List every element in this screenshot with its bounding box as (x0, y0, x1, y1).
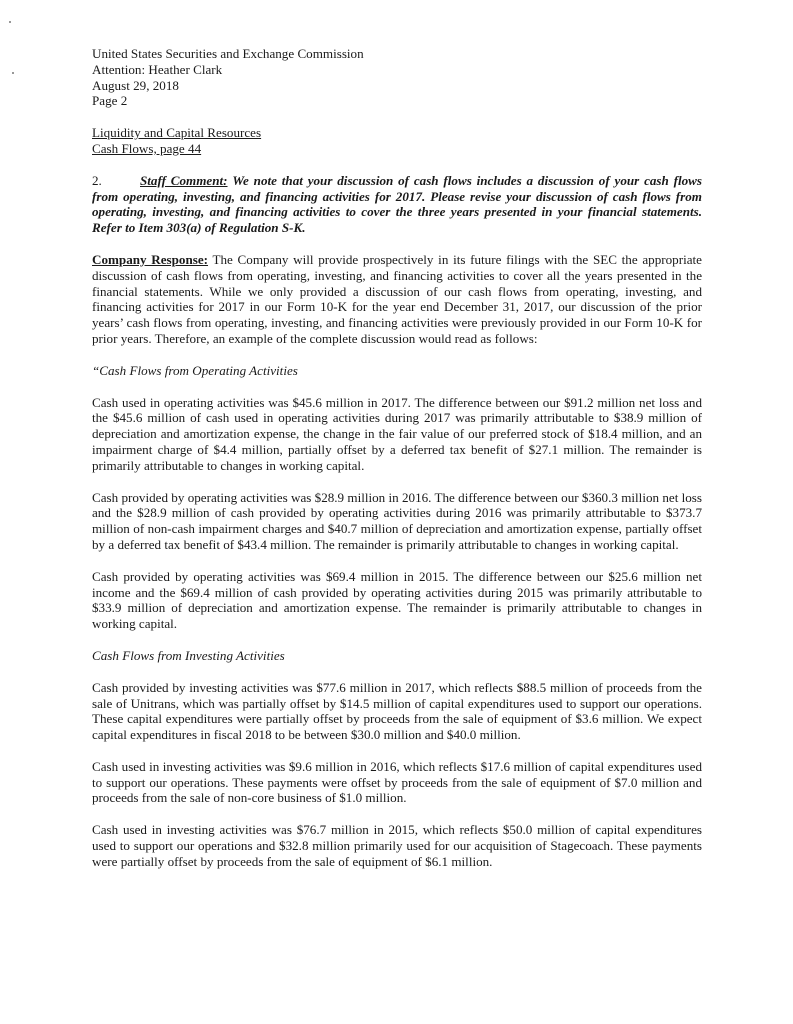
section-title: Liquidity and Capital Resources (92, 125, 262, 141)
company-response-label: Company Response: (92, 251, 209, 267)
investing-2017-paragraph: Cash provided by investing activities was $77.6 million in 2017, which reflects $88.5 million of proceeds from the sale of Unitrans, which was partially offset by $14.5 million of capital expenditures used to support our operations. These capital expenditures were partially offset by proceeds from the sale of equipment of $3.6 million. We expect capital expenditures in fiscal 2018 to be between $30.0 million and $40.0 million. (92, 679, 702, 743)
operating-2015-paragraph: Cash provided by operating activities was $69.4 million in 2015. The difference between our $25.6 million net income and the $69.4 million of cash provided by operating activities during 2015 was primarily attributable to $33.9 million of depreciation and amortization expense. The remainder is primarily attributable to changes in working capital. (92, 568, 702, 632)
section-heading (92, 125, 702, 157)
recipient-line: United States Securities and Exchange Commission (92, 46, 364, 61)
comment-number: 2. (92, 172, 102, 188)
investing-heading: Cash Flows from Investing Activities (92, 647, 285, 663)
scan-speck (9, 21, 11, 23)
letter-header (92, 46, 702, 109)
letter-page (92, 46, 702, 870)
date-line: August 29, 2018 (92, 77, 179, 93)
page-number: Page 2 (92, 93, 128, 109)
section-subtitle: Cash Flows, page 44 (92, 140, 202, 156)
staff-comment (92, 173, 702, 236)
attention-line: Attention: Heather Clark (92, 61, 223, 77)
investing-2016-paragraph: Cash used in investing activities was $9.6 million in 2016, which reflects $17.6 million of capital expenditures used to support our operations. These payments were offset by proceeds from the sale of equipment of $7.0 million and proceeds from the sale of non-core business of $1.0 million. (92, 758, 702, 806)
staff-comment-text: We note that your discussion of cash flows includes a discussion of your cash flows from operating, investing, and financing activities for 2017. Please revise your discussion of cash flows from operating, investing, and financing activities to cover the three years presented in your financial statements. Refer to Item 303(a) of Regulation S-K. (92, 172, 703, 236)
staff-comment-label: Staff Comment: (140, 172, 228, 188)
operating-2017-paragraph: Cash used in operating activities was $45.6 million in 2017. The difference between our $91.2 million net loss and the $45.6 million of cash used in operating activities during 2017 was primarily attributable to $38.9 million of depreciation and amortization expense, the change in the fair value of our preferred stock of $18.4 million, and an impairment charge of $4.4 million, partially offset by a deferred tax benefit of $27.1 million. The remainder is primarily attributable to changes in working capital. (92, 394, 702, 473)
scan-speck (12, 72, 14, 74)
operating-heading: “Cash Flows from Operating Activities (92, 362, 298, 378)
company-response (92, 252, 702, 347)
company-response-text: The Company will provide prospectively in its future filings with the SEC the appropriate discussion of cash flows from operating, investing, and financing activities to cover all the years presented in the financial statements. While we only provided a discussion of our cash flows from operating, investing, and financing activities for 2017 in our Form 10-K for the year end December 31, 2017, our discussion of the prior years’ cash flows from operating, investing, and financing activities were previously provided in our Form 10-K for prior years. Therefore, an example of the complete discussion would read as follows: (92, 251, 702, 346)
investing-2015-paragraph: Cash used in investing activities was $76.7 million in 2015, which reflects $50.0 million of capital expenditures used to support our operations and $32.8 million primarily used for our acquisition of Stagecoach. These payments were partially offset by proceeds from the sale of equipment of $6.1 million. (92, 822, 702, 869)
operating-2016-paragraph: Cash provided by operating activities was $28.9 million in 2016. The difference between our $360.3 million net loss and the $28.9 million of cash provided by operating activities during 2016 was primarily attributable to $373.7 million of non-cash impairment charges and $40.7 million of depreciation and amortization expense, partially offset by a deferred tax benefit of $43.4 million. The remainder is primarily attributable to changes in working capital. (92, 489, 702, 552)
